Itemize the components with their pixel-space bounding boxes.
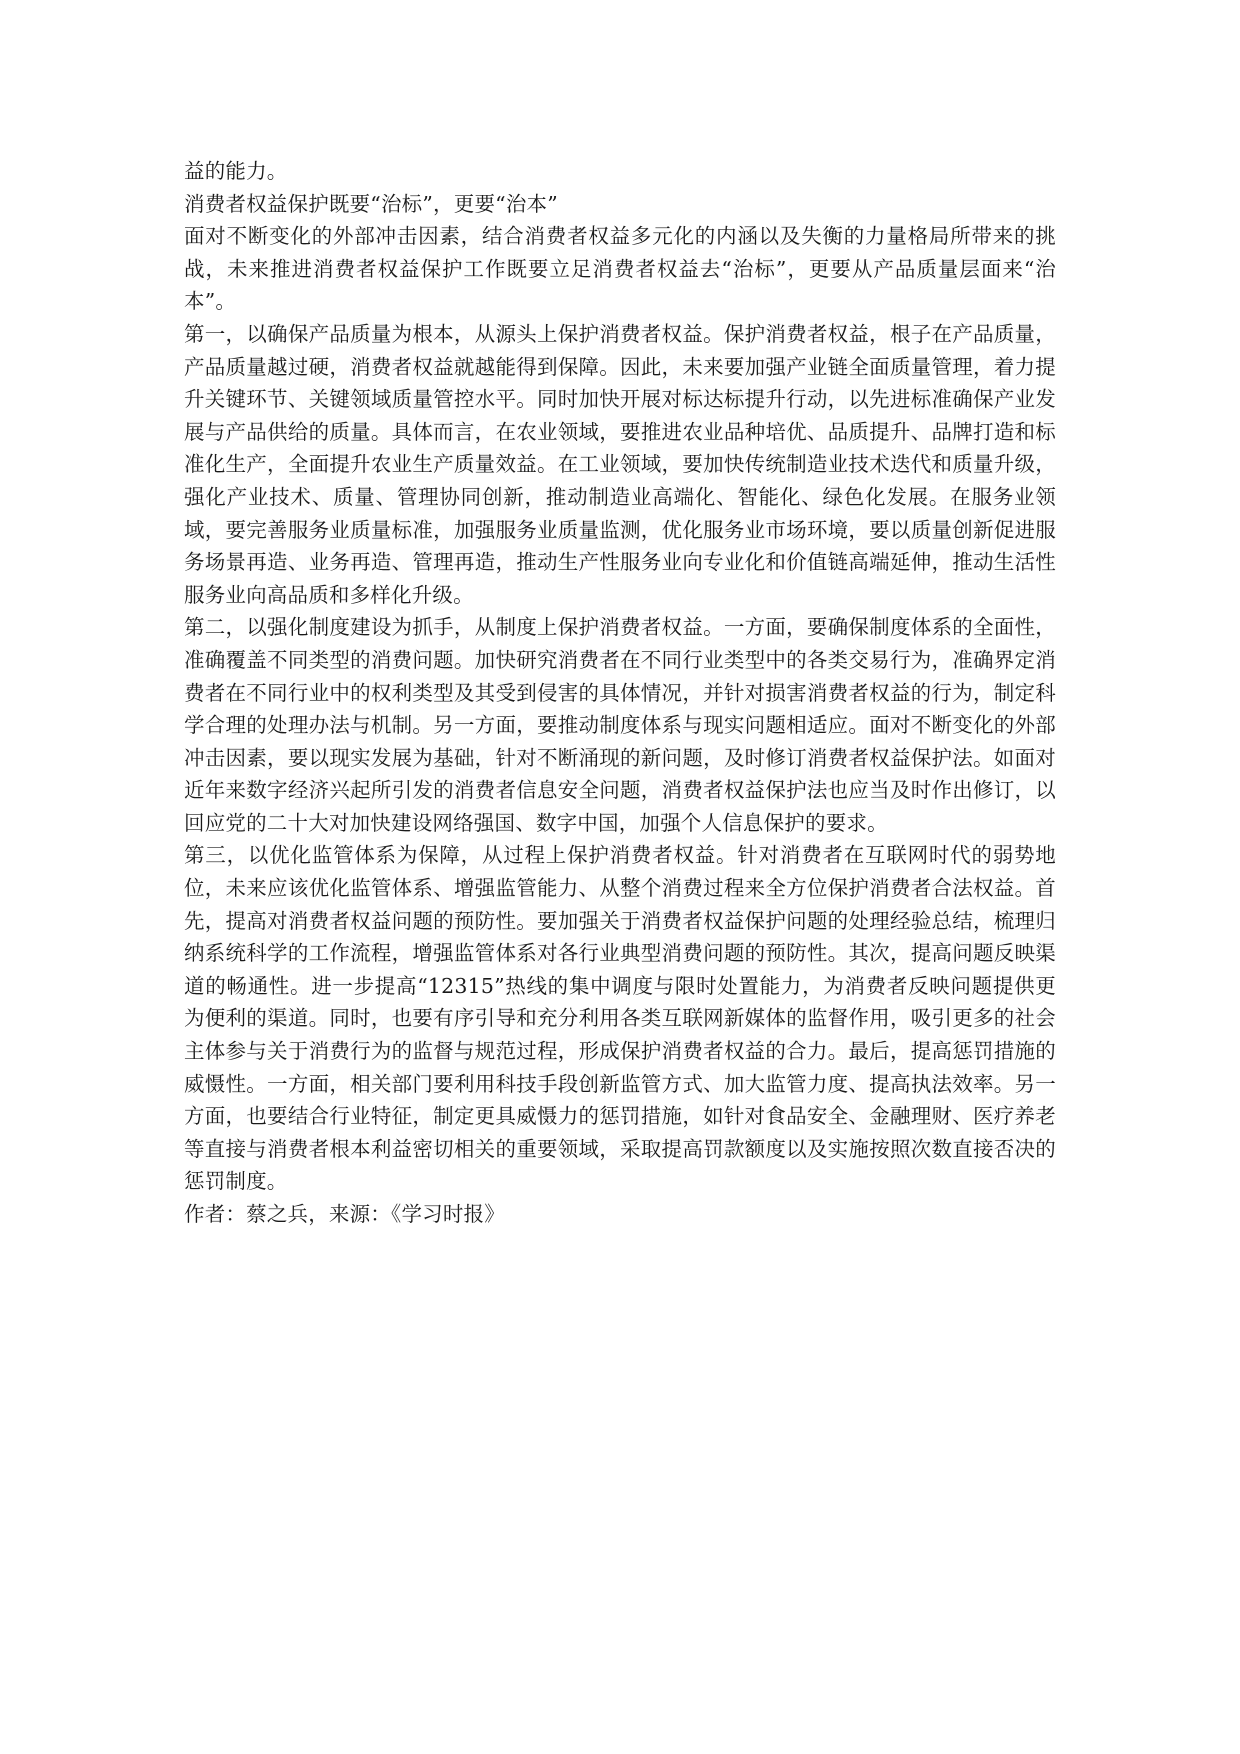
section-heading: 消费者权益保护既要“治标”，更要“治本” [184, 191, 558, 216]
intro-paragraph: 面对不断变化的外部冲击因素，结合消费者权益多元化的内涵以及失衡的力量格局所带来的挑战，未来推进消费者权益保护工作既要立足消费者权益去“治标”，更要从产品质量层面来“治本”。 [184, 224, 1056, 314]
continuation-paragraph: 益的能力。 [184, 159, 288, 183]
author-source-line: 作者：蔡之兵，来源：《学习时报》 [184, 1202, 505, 1226]
paragraph-first-point: 第一，以确保产品质量为根本，从源头上保护消费者权益。保护消费者权益，根子在产品质量，产品质量越过硬，消费者权益就越能得到保障。因此，未来要加强产业链全面质量管理，着力提升关键环节、关键领域质量管控水平。同时加快开展对标达标提升行动，以先进标准确保产业发展与产品供给的质量。具体而言，在农业领域，要推进农业品种培优、品质提升、品牌打造和标准化生产，全面提升农业生产质量效益。在工业领域，要加快传统制造业技术迭代和质量升级，强化产业技术、质量、管理协同创新，推动制造业高端化、智能化、绿色化发展。在服务业领域，要完善服务业质量标准，加强服务业质量监测，优化服务业市场环境，要以质量创新促进服务场景再造、业务再造、管理再造，推动生产性服务业向专业化和价值链高端延伸，推动生活性服务业向高品质和多样化升级。 [184, 321, 1056, 607]
document-body [184, 155, 1056, 1231]
paragraph-third-point: 第三，以优化监管体系为保障，从过程上保护消费者权益。针对消费者在互联网时代的弱势地位，未来应该优化监管体系、增强监管能力、从整个消费过程来全方位保护消费者合法权益。首先，提高对消费者权益问题的预防性。要加强关于消费者权益保护问题的处理经验总结，梳理归纳系统科学的工作流程，增强监管体系对各行业典型消费问题的预防性。其次，提高问题反映渠道的畅通性。进一步提高“12315”热线的集中调度与限时处置能力，为消费者反映问题提供更为便利的渠道。同时，也要有序引导和充分利用各类互联网新媒体的监督作用，吸引更多的社会主体参与关于消费行为的监督与规范过程，形成保护消费者权益的合力。最后，提高惩罚措施的威慑性。一方面，相关部门要利用科技手段创新监管方式、加大监管力度、提高执法效率。另一方面，也要结合行业特征，制定更具威慑力的惩罚措施，如针对食品安全、金融理财、医疗养老等直接与消费者根本利益密切相关的重要领域，采取提高罚款额度以及实施按照次数直接否决的惩罚制度。 [184, 843, 1056, 1194]
paragraph-second-point: 第二，以强化制度建设为抓手，从制度上保护消费者权益。一方面，要确保制度体系的全面性，准确覆盖不同类型的消费问题。加快研究消费者在不同行业类型中的各类交易行为，准确界定消费者在不同行业中的权利类型及其受到侵害的具体情况，并针对损害消费者权益的行为，制定科学合理的处理办法与机制。另一方面，要推动制度体系与现实问题相适应。面对不断变化的外部冲击因素，要以现实发展为基础，针对不断涌现的新问题，及时修订消费者权益保护法。如面对近年来数字经济兴起所引发的消费者信息安全问题，消费者权益保护法也应当及时作出修订，以回应党的二十大对加快建设网络强国、数字中国，加强个人信息保护的要求。 [184, 615, 1056, 835]
